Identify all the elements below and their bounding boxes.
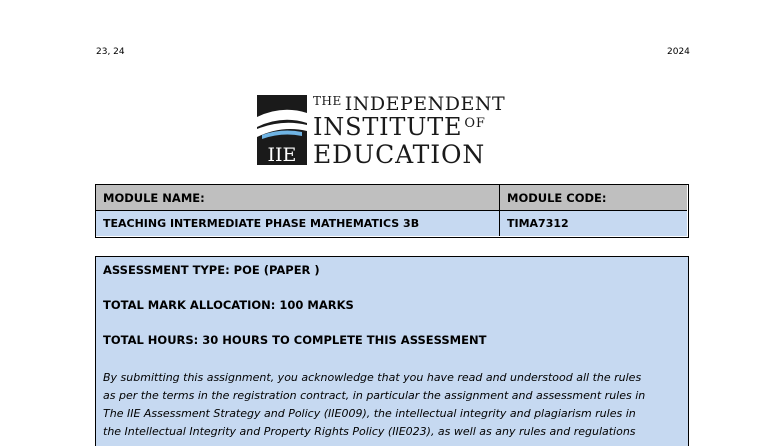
declaration-line: the Intellectual Integrity and Property Rights Policy (IIE023), as well as any rules and regulations xyxy=(103,425,636,438)
declaration-line: By submitting this assignment, you acknowledge that you have read and understood all the rules xyxy=(103,371,642,384)
logo-mark-text: IIE xyxy=(267,144,297,165)
declaration-box xyxy=(95,366,689,446)
module-name-label: MODULE NAME: xyxy=(96,185,500,211)
logo-line-2: INSTITUTE $^{OF}$ xyxy=(313,113,486,141)
logo-wordmark xyxy=(313,93,527,168)
assessment-type: ASSESSMENT TYPE: POE (PAPER ) xyxy=(103,263,320,277)
assessment-info-box xyxy=(95,256,689,368)
module-table xyxy=(95,184,689,238)
total-marks: TOTAL MARK ALLOCATION: 100 MARKS xyxy=(103,298,354,312)
iie-logo xyxy=(257,93,527,168)
book-icon xyxy=(257,95,307,165)
total-hours: TOTAL HOURS: 30 HOURS TO COMPLETE THIS ASSESSMENT xyxy=(103,333,487,347)
header-year: 2024 xyxy=(667,47,690,57)
declaration-line: as per the terms in the registration contract, in particular the assignment and assessment rules in xyxy=(103,389,646,402)
logo-line-1: $^{THE}$ INDEPENDENT xyxy=(313,93,506,115)
module-code-label: MODULE CODE: xyxy=(500,185,687,211)
declaration-text xyxy=(103,369,683,441)
declaration-line: The IIE Assessment Strategy and Policy (IIE009), the intellectual integrity and plagiarism rules in xyxy=(103,407,636,420)
module-name-value: TEACHING INTERMEDIATE PHASE MATHEMATICS 3B xyxy=(96,211,500,236)
logo-line-3: EDUCATION xyxy=(313,140,486,169)
header-left-text: 23, 24 xyxy=(96,47,125,57)
module-code-value: TIMA7312 xyxy=(500,211,687,236)
